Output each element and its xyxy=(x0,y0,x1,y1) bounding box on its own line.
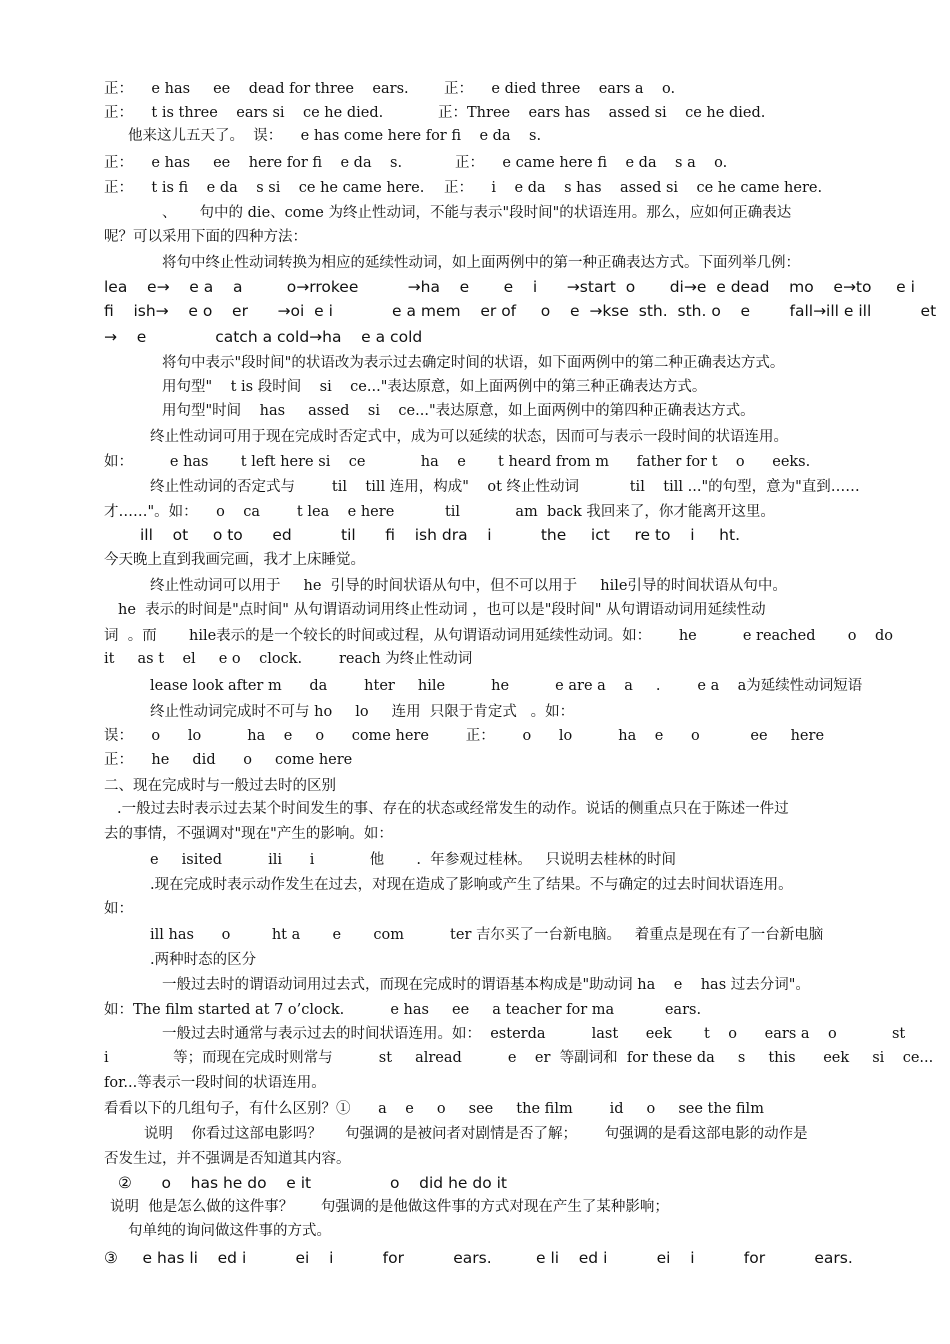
text-segment: ill ot o to ed til fi ish dra i the ict re to i ht. xyxy=(140,526,740,544)
text-segment: 一般过去时的谓语动词用过去式，而现在完成时的谓语基本构成是"助动词 ha e has 过去分词"。 xyxy=(162,977,810,993)
text-line xyxy=(0,775,950,797)
text-segment: 正： e has ee here for fi e da s. xyxy=(104,155,403,171)
text-line xyxy=(0,701,950,723)
text-segment: .两种时态的区分 xyxy=(150,952,257,968)
text-segment: 正： t is fi e da s si ce he came here. xyxy=(104,180,425,196)
text-line xyxy=(0,625,950,647)
text-line xyxy=(0,451,950,473)
text-segment: 终止性动词可用于现在完成时否定式中，成为可以延续的状态，因而可与表示一段时间的状语连用。 xyxy=(150,429,788,445)
text-segment: 词 。而 hile表示的是一个较长的时间或过程，从句谓语动词用延续性动词。如： he e reached o do xyxy=(104,628,893,644)
text-line xyxy=(0,326,950,348)
text-line xyxy=(0,501,950,523)
text-line xyxy=(0,1172,950,1194)
text-line xyxy=(0,675,950,697)
text-line xyxy=(0,226,950,248)
text-segment: .一般过去时表示过去某个时间发生的事、存在的状态或经常发生的动作。说话的侧重点只在于陈述一件过 xyxy=(117,801,789,817)
text-segment: 说明 他是怎么做的这件事？ 句强调的是他做这件事的方式对现在产生了某种影响； xyxy=(110,1199,669,1215)
text-segment: ill has o ht a e com ter 吉尔买了一台新电脑。 着重点是现在有了一台新电脑 xyxy=(150,927,824,943)
text-segment: 终止性动词的否定式与 til till 连用，构成" ot 终止性动词 til till ..."的句型，意为"直到…… xyxy=(150,479,860,495)
text-line xyxy=(0,1247,950,1269)
text-line xyxy=(0,849,950,871)
text-line xyxy=(0,352,950,374)
text-line xyxy=(0,898,950,920)
text-segment: 、 句中的 die、come 为终止性动词，不能与表示"段时间"的状语连用。那么，应如何正确表达 xyxy=(162,205,792,221)
text-segment: 用句型"时间 has assed si ce..."表达原意，如上面两例中的第四种正确表达方式。 xyxy=(162,403,755,419)
text-line xyxy=(0,575,950,597)
text-segment: 用句型" t is 段时间 si ce..."表达原意，如上面两例中的第三种正确表达方式。 xyxy=(162,379,707,395)
text-segment: 去的事情，不强调对"现在"产生的影响。如： xyxy=(104,826,393,842)
text-segment: 二、现在完成时与一般过去时的区别 xyxy=(104,778,336,794)
text-line xyxy=(0,252,950,274)
text-line xyxy=(0,599,950,621)
text-segment: .现在完成时表示动作发生在过去，对现在造成了影响或产生了结果。不与确定的过去时间状语连用。 xyxy=(150,877,793,893)
text-segment: fi ish→ e o er →oi e i e a mem er of o e →kse sth. sth. o e fall→ill e ill et xyxy=(104,302,937,320)
text-line xyxy=(0,400,950,422)
text-line xyxy=(0,949,950,971)
text-line xyxy=(0,1123,950,1145)
text-line xyxy=(0,823,950,845)
text-segment: he 表示的时间是"点时间" 从句谓语动词用终止性动词 ，也可以是"段时间" 从句谓语动词用延续性动 xyxy=(118,602,766,618)
text-segment: ③ e has li ed i ei i for ears. e li ed i ei i for ears. xyxy=(104,1249,853,1267)
text-line xyxy=(0,725,950,747)
text-line xyxy=(0,426,950,448)
text-line xyxy=(0,476,950,498)
text-line xyxy=(0,102,950,124)
text-line xyxy=(0,1023,950,1045)
text-segment: ② o has he do e it o did he do it xyxy=(118,1174,507,1192)
text-line xyxy=(0,549,950,571)
text-line xyxy=(0,974,950,996)
text-segment: 误： o lo ha e o come here 正： o lo ha e o ee here xyxy=(104,728,825,744)
text-segment: 将句中终止性动词转换为相应的延续性动词，如上面两例中的第一种正确表达方式。下面列举几例： xyxy=(162,255,800,271)
text-segment: 呢？可以采用下面的四种方法： xyxy=(104,229,307,245)
text-line xyxy=(0,276,950,298)
text-line xyxy=(0,924,950,946)
text-segment: 一般过去时通常与表示过去的时间状语连用。如： esterda last eek t o ears a o st xyxy=(162,1026,906,1042)
text-line xyxy=(0,177,950,199)
text-segment: 否发生过，并不强调是否知道其内容。 xyxy=(104,1151,351,1167)
text-segment: 将句中表示"段时间"的状语改为表示过去确定时间的状语，如下面两例中的第二种正确表达方式。 xyxy=(162,355,785,371)
text-segment: lease look after m da hter hile he e are a a . e a a为延续性动词短语 xyxy=(150,678,863,694)
text-segment: i 等；而现在完成时则常与 st alread e er 等副词和 for these da s this eek si ce... xyxy=(104,1050,934,1066)
text-line xyxy=(0,1072,950,1094)
text-segment: for...等表示一段时间的状语连用。 xyxy=(104,1075,326,1091)
text-line xyxy=(0,524,950,546)
text-segment: 正： t is three ears si ce he died. xyxy=(104,105,384,121)
text-segment: 如： xyxy=(104,901,133,917)
text-segment: 如：The film started at 7 o’clock. e has ee a teacher for ma ears. xyxy=(104,1002,702,1018)
text-line xyxy=(0,202,950,224)
text-segment: 正： e has ee dead for three ears. xyxy=(104,81,409,97)
text-segment: 今天晚上直到我画完画，我才上床睡觉。 xyxy=(104,552,365,568)
text-segment: 正： e died three ears a o. xyxy=(444,81,676,97)
text-line xyxy=(0,300,950,322)
text-segment: 终止性动词可以用于 he 引导的时间状语从句中，但不可以用于 hile引导的时间状语从句中。 xyxy=(150,578,787,594)
text-line xyxy=(0,376,950,398)
text-line xyxy=(0,1098,950,1120)
text-segment: 说明 你看过这部电影吗？ 句强调的是被问者对剧情是否了解； 句强调的是看这部电影的动作是 xyxy=(144,1126,808,1142)
text-segment: 如： e has t left here si ce ha e t heard from m father for t o eeks. xyxy=(104,454,811,470)
text-line xyxy=(0,648,950,670)
text-segment: 句单纯的询问做这件事的方式。 xyxy=(128,1223,331,1239)
text-line xyxy=(0,1148,950,1170)
text-line xyxy=(0,1220,950,1242)
text-segment: → e catch a cold→ha e a cold xyxy=(104,328,423,346)
text-segment: 看看以下的几组句子，有什么区别？① a e o see the film id o see the film xyxy=(104,1101,764,1117)
text-segment: e isited ili i 他 . 年参观过桂林。 只说明去桂林的时间 xyxy=(150,852,677,868)
text-segment: 正： he did o come here xyxy=(104,752,353,768)
text-segment: 才……"。如： o ca t lea e here til am back 我回来了，你才能离开这里。 xyxy=(104,504,775,520)
text-line xyxy=(0,1047,950,1069)
text-line xyxy=(0,78,950,100)
text-segment: 他来这儿五天了。 误： e has come here for fi e da s. xyxy=(128,128,542,144)
text-line xyxy=(0,749,950,771)
text-line xyxy=(0,152,950,174)
text-segment: lea e→ e a a o→rrokee →ha e e i →start o di→e e dead mo e→to e i xyxy=(104,278,915,296)
text-segment: 正： e came here fi e da s a o. xyxy=(455,155,728,171)
text-line xyxy=(0,999,950,1021)
text-segment: it as t el e o clock. reach 为终止性动词 xyxy=(104,651,473,667)
text-line xyxy=(0,1196,950,1218)
text-segment: 终止性动词完成时不可与 ho lo 连用 只限于肯定式 。如： xyxy=(150,704,575,720)
text-segment: 正： i e da s has assed si ce he came here. xyxy=(444,180,823,196)
text-line xyxy=(0,125,950,147)
text-segment: 正：Three ears has assed si ce he died. xyxy=(438,105,766,121)
text-line xyxy=(0,874,950,896)
text-line xyxy=(0,798,950,820)
